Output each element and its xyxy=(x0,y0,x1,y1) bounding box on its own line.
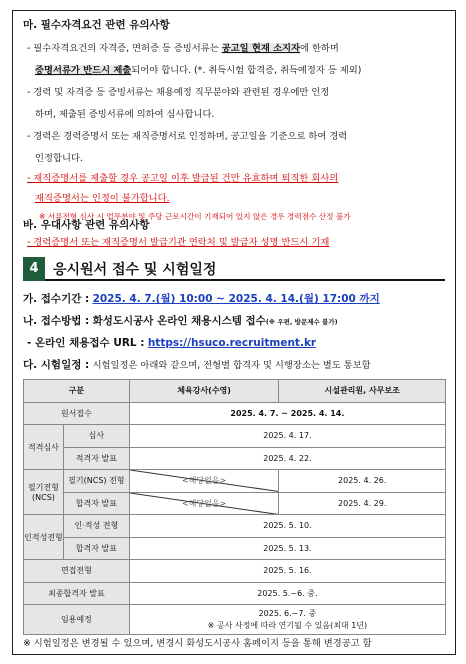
table-row: 면접전형 2025. 5. 16. xyxy=(24,560,446,583)
application-period: 가. 접수기간 : 2025. 4. 7.(월) 10:00 ~ 2025. 4. 14.(월) 17:00 까지 xyxy=(23,293,380,305)
table-header-row xyxy=(24,380,446,403)
ma-line-6: 인정합니다. xyxy=(35,153,83,164)
table-row: 임용예정 2025. 6.~7. 중 ※ 공사 사정에 따라 연기될 수 있음(최대 1년) xyxy=(24,605,446,635)
ncs-result-not-applicable-cell: <해당없음> xyxy=(129,492,279,515)
section-4-header xyxy=(23,257,445,281)
document-page xyxy=(12,10,456,655)
table-row: 합격자 발표 2025. 5. 13. xyxy=(24,537,446,560)
online-url-line: - 온라인 채용접수 URL : https://hsuco.recruitment.kr xyxy=(27,337,317,349)
table-row: 합격자 발표 <해당없음> 2025. 4. 29. xyxy=(24,492,446,515)
ma-line-5: - 경력은 경력증명서 또는 재직증명서로 인정하며, 공고일을 기준으로 하여 경력 xyxy=(27,131,348,142)
exam-schedule-table xyxy=(23,379,446,635)
ma-line-4: 하며, 제출된 증빙서류에 의하여 심사합니다. xyxy=(35,109,215,120)
section-4-rule xyxy=(45,279,445,281)
table-row: 적격심사 심사 2025. 4. 17. xyxy=(24,425,446,448)
section-ma-heading: 마. 필수자격요건 관련 유의사항 xyxy=(23,19,170,31)
ma-line-2: 증명서류가 반드시 제출되어야 합니다. (*. 취득시험 합격증, 취득예정자 등 제외) xyxy=(35,65,362,76)
ba-line-1: - 경력증명서 또는 재직증명서 발급기관 연락처 및 발급자 성명 반드시 기재 xyxy=(27,237,330,248)
table-row: 적격자 발표 2025. 4. 22. xyxy=(24,447,446,470)
header-category: 구분 xyxy=(24,380,130,403)
ma-line-8: 재직증명서는 인정이 불가합니다. xyxy=(35,193,170,204)
application-method: 나. 접수방법 : 화성도시공사 온라인 채용시스템 접수(※ 우편, 방문제수 불가) xyxy=(23,315,338,327)
ncs-not-applicable-cell: <해당없음> xyxy=(129,470,279,493)
header-swim-instructor: 체육강사(수영) xyxy=(129,380,279,403)
table-row: 인적성전형 인·적성 전형 2025. 5. 10. xyxy=(24,515,446,538)
exam-schedule-line: 다. 시험일정 : 시험일정은 아래와 같으며, 전형별 합격자 및 시행장소는 별도 통보함 xyxy=(23,359,371,371)
footer-note: ※ 시험일정은 변경될 수 있으며, 변경시 화성도시공사 홈페이지 등을 통해 변경공고 함 xyxy=(23,638,372,649)
application-period-value: 2025. 4. 7.(월) 10:00 ~ 2025. 4. 14.(월) 17:00 까지 xyxy=(92,293,380,305)
table-row: 최종합격자 발표 2025. 5.~6. 중. xyxy=(24,582,446,605)
table-row: 원서접수 2025. 4. 7. ~ 2025. 4. 14. xyxy=(24,402,446,425)
online-url-link[interactable]: https://hsuco.recruitment.kr xyxy=(147,337,317,349)
section-4-number: 4 xyxy=(23,257,45,281)
ma-note: ※ 서류전형 심사 시 업무분야 및 주당 근로시간이 기재되어 있지 않은 경우 경력점수 산정 불가 xyxy=(39,212,351,221)
section-4-title: 응시원서 접수 및 시험일정 xyxy=(53,262,217,278)
ma-line-1: - 필수자격요건의 자격증, 면허증 등 증빙서류는 공고일 현재 소지자에 한하며 xyxy=(27,43,339,54)
table-row: 필기전형 (NCS) 필기(NCS) 전형 <해당없음> 2025. 4. 26. xyxy=(24,470,446,493)
section-ba-heading: 바. 우대사항 관련 유의사항 xyxy=(23,219,150,231)
header-facility-office: 시설관리원, 사무보조 xyxy=(279,380,446,403)
ma-line-3: - 경력 및 자격증 등 증빙서류는 채용예정 직무분야와 관련된 경우에만 인정 xyxy=(27,87,330,98)
ma-line-7: - 재직증명서를 제출할 경우 공고일 이후 발급된 건만 유효하며 퇴직한 회사의 xyxy=(27,173,339,184)
